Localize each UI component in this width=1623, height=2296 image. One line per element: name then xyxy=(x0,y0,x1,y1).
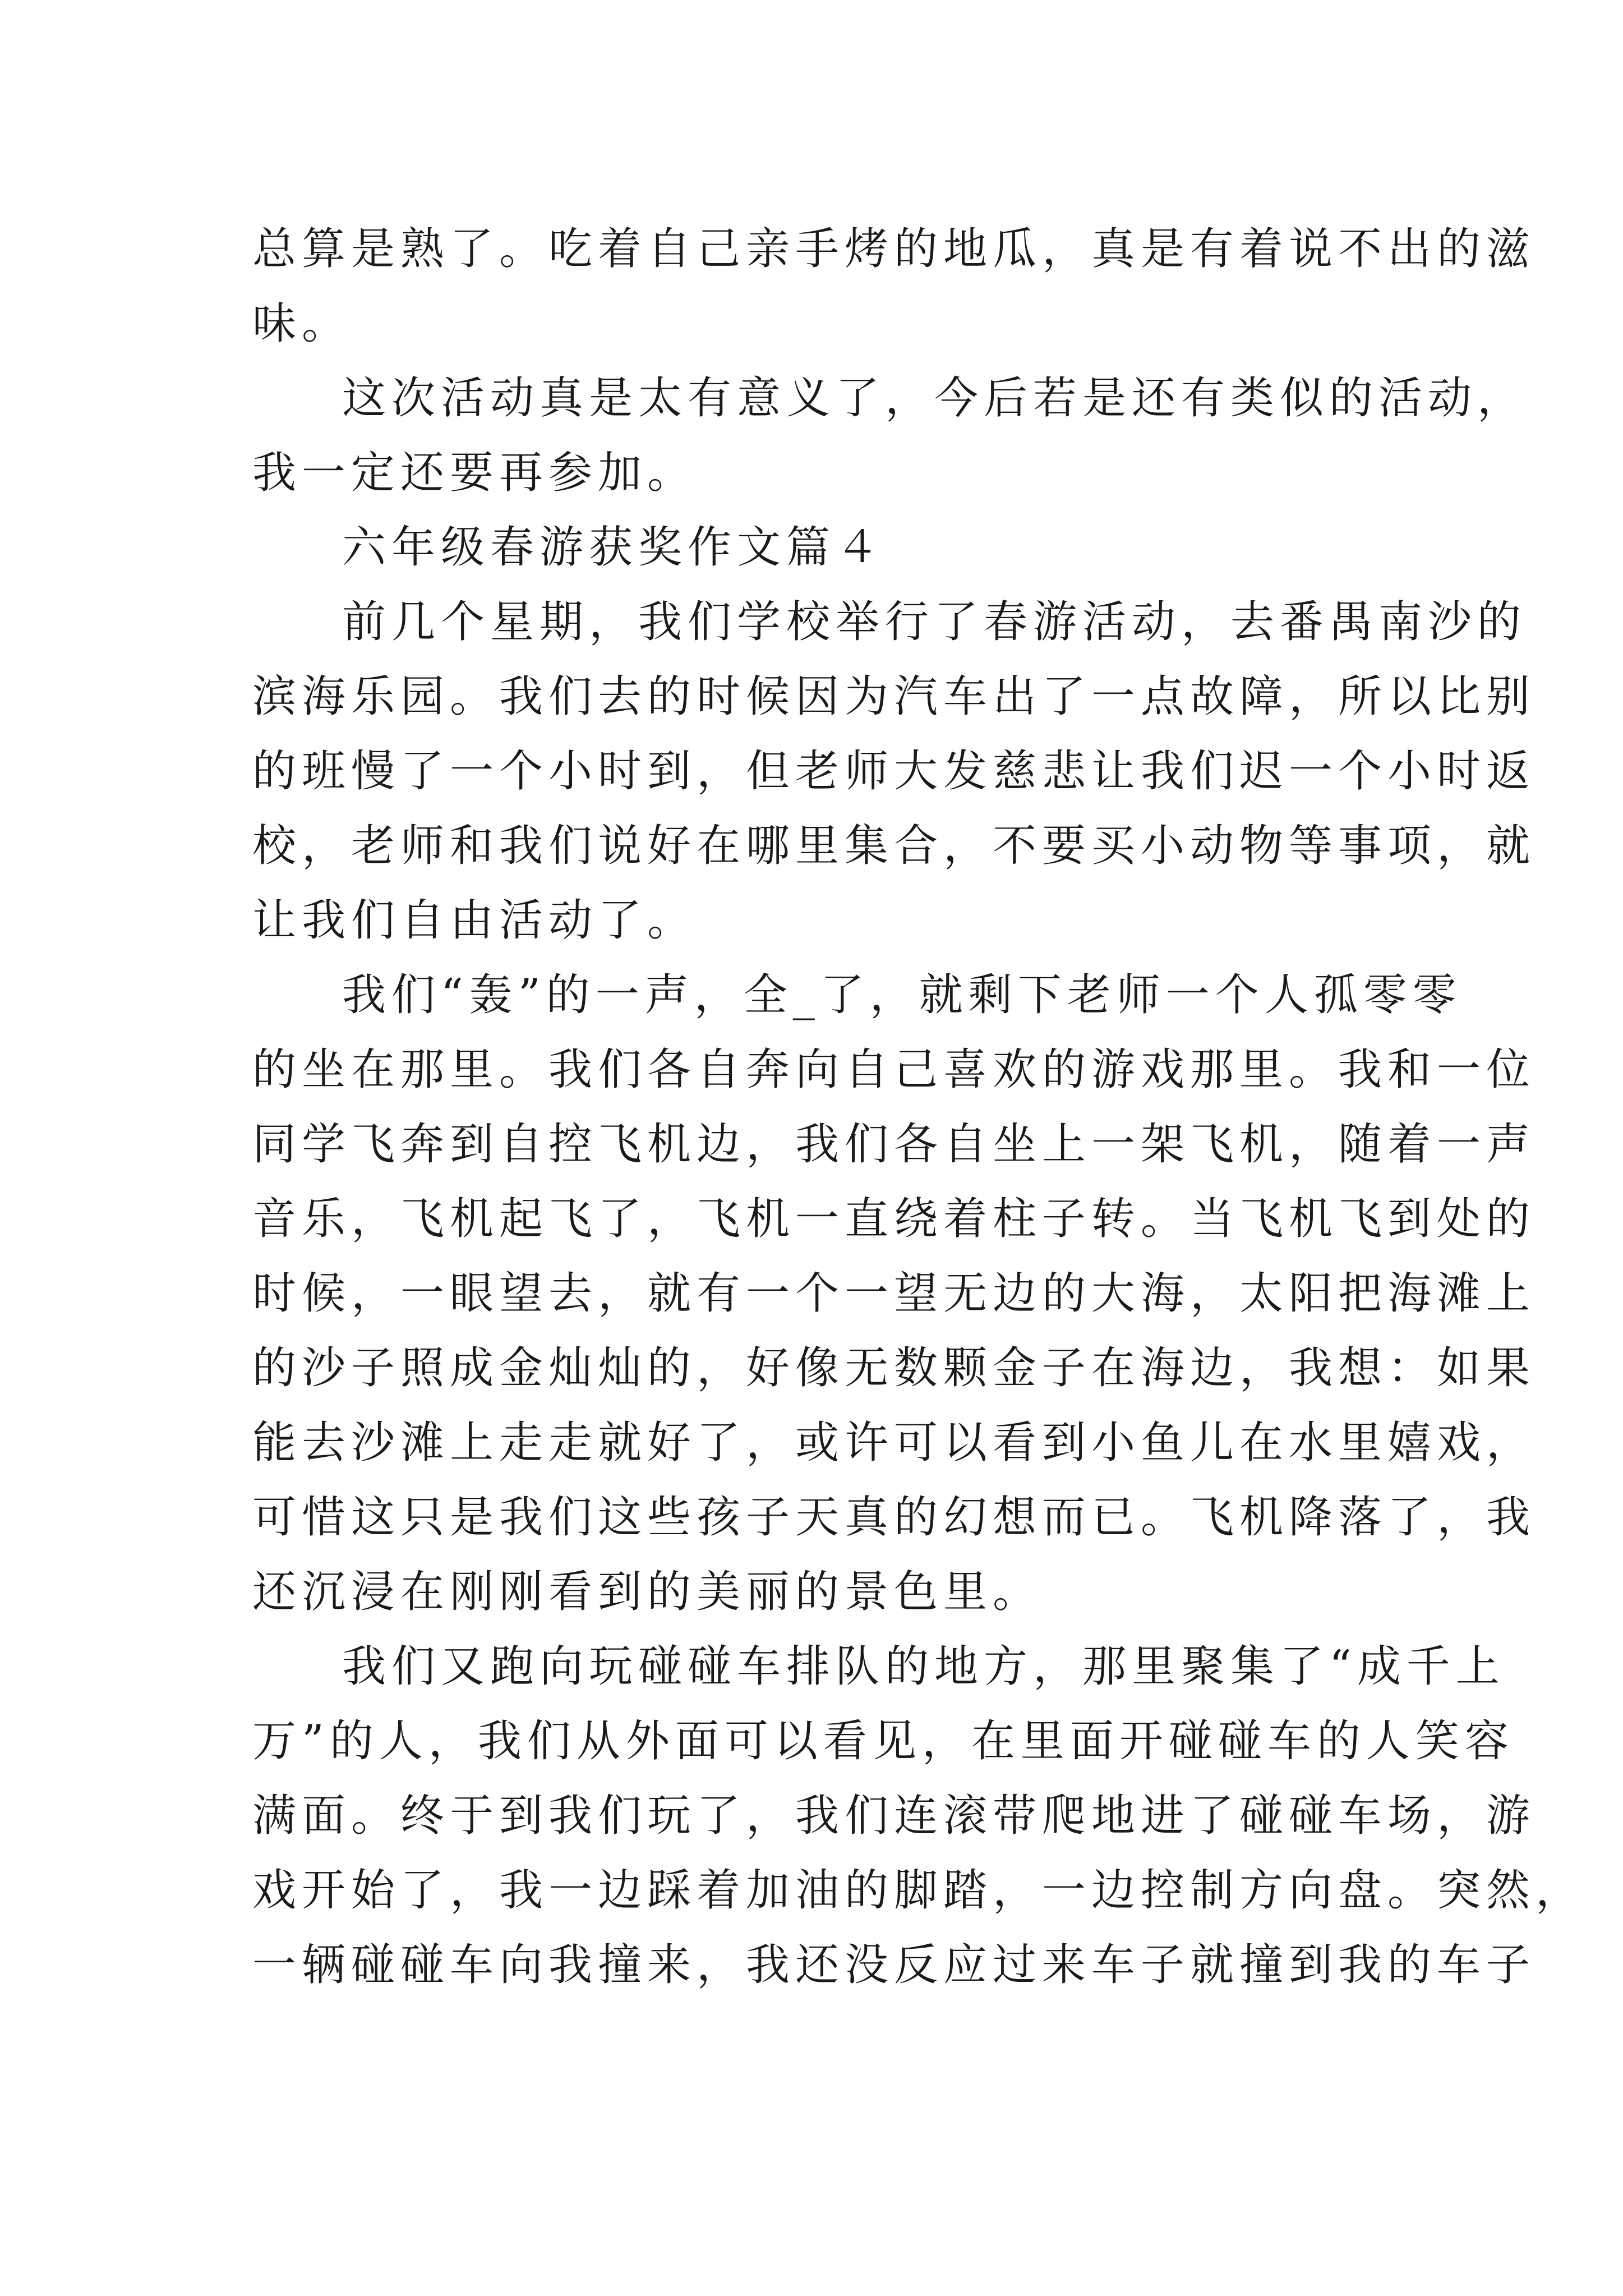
text-line: 我们又跑向玩碰碰车排队的地方，那里聚集了“成千上 xyxy=(342,1641,1505,1692)
text-line: 滨海乐园。我们去的时候因为汽车出了一点故障，所以比别 xyxy=(252,671,1536,722)
text-line: 音乐，飞机起飞了，飞机一直绕着柱子转。当飞机飞到处的 xyxy=(252,1194,1536,1244)
text-line: 还沉浸在刚刚看到的美丽的景色里。 xyxy=(252,1567,1043,1617)
text-line: 同学飞奔到自控飞机边，我们各自坐上一架飞机，随着一声 xyxy=(252,1119,1536,1170)
text-line: 可惜这只是我们这些孩子天真的幻想而已。飞机降落了，我 xyxy=(252,1492,1536,1543)
text-line: 这次活动真是太有意义了，今后若是还有类似的活动， xyxy=(342,373,1527,424)
text-line: 总算是熟了。吃着自己亲手烤的地瓜，真是有着说不出的滋 xyxy=(252,224,1536,274)
text-line: 我一定还要再参加。 xyxy=(252,448,697,498)
section-heading: 六年级春游获奖作文篇４ xyxy=(342,522,886,573)
text-line: 味。 xyxy=(252,298,352,349)
text-line: 时候，一眼望去，就有一个一望无边的大海，太阳把海滩上 xyxy=(252,1268,1536,1319)
text-line: 万”的人，我们从外面可以看见，在里面开碰碰车的人笑容 xyxy=(252,1716,1514,1766)
text-line: 校，老师和我们说好在哪里集合，不要买小动物等事项，就 xyxy=(252,821,1536,871)
text-line: 的沙子照成金灿灿的，好像无数颗金子在海边，我想：如果 xyxy=(252,1343,1536,1393)
text-line: 满面。终于到我们玩了，我们连滚带爬地进了碰碰车场，游 xyxy=(252,1791,1536,1841)
text-line: 戏开始了，我一边踩着加油的脚踏，一边控制方向盘。突然， xyxy=(252,1865,1585,1916)
text-line: 的坐在那里。我们各自奔向自己喜欢的游戏那里。我和一位 xyxy=(252,1045,1536,1095)
text-line: 的班慢了一个小时到，但老师大发慈悲让我们迟一个小时返 xyxy=(252,746,1536,797)
text-line: 能去沙滩上走走就好了，或许可以看到小鱼儿在水里嬉戏， xyxy=(252,1418,1536,1468)
text-line: 我们“轰”的一声，全_了，就剩下老师一个人孤零零 xyxy=(342,970,1462,1020)
text-line: 让我们自由活动了。 xyxy=(252,895,697,946)
text-line: 一辆碰碰车向我撞来，我还没反应过来车子就撞到我的车子 xyxy=(252,1940,1536,1990)
text-line: 前几个星期，我们学校举行了春游活动，去番禺南沙的 xyxy=(342,597,1527,647)
